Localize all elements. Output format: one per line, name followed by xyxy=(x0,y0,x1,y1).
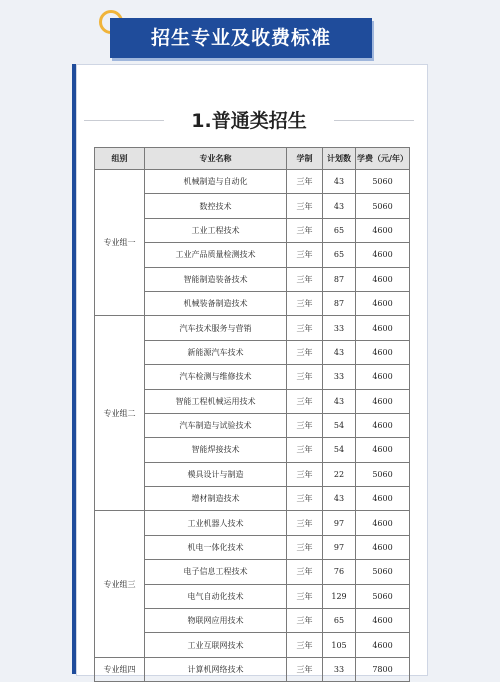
title-banner xyxy=(110,18,372,58)
major-cell: 汽车检测与维修技术 xyxy=(145,365,287,389)
fee-cell: 5060 xyxy=(356,462,410,486)
duration-cell: 三年 xyxy=(287,291,323,315)
plan-cell: 65 xyxy=(323,609,356,633)
divider-right xyxy=(334,120,414,121)
duration-cell: 三年 xyxy=(287,438,323,462)
enrollment-table xyxy=(94,147,410,682)
major-cell: 增材制造技术 xyxy=(145,487,287,511)
table-row xyxy=(95,657,410,681)
header-group: 组别 xyxy=(95,148,145,170)
group-name-cell: 专业组二 xyxy=(95,316,145,511)
fee-cell: 4600 xyxy=(356,633,410,657)
plan-cell: 33 xyxy=(323,365,356,389)
plan-cell: 22 xyxy=(323,462,356,486)
major-cell: 新能源汽车技术 xyxy=(145,340,287,364)
plan-cell: 43 xyxy=(323,340,356,364)
fee-cell: 4600 xyxy=(356,511,410,535)
major-cell: 机械制造与自动化 xyxy=(145,170,287,194)
major-cell: 工业机器人技术 xyxy=(145,511,287,535)
major-cell: 智能焊接技术 xyxy=(145,438,287,462)
fee-cell: 7800 xyxy=(356,657,410,681)
table-header-row xyxy=(95,148,410,170)
major-cell: 工业互联网技术 xyxy=(145,633,287,657)
duration-cell: 三年 xyxy=(287,340,323,364)
plan-cell: 54 xyxy=(323,438,356,462)
plan-cell: 97 xyxy=(323,535,356,559)
header-duration: 学制 xyxy=(287,148,323,170)
plan-cell: 65 xyxy=(323,243,356,267)
table-row xyxy=(95,316,410,340)
plan-cell: 105 xyxy=(323,633,356,657)
group-name-cell: 专业组三 xyxy=(95,511,145,657)
table-body xyxy=(95,170,410,682)
plan-cell: 54 xyxy=(323,413,356,437)
fee-cell: 5060 xyxy=(356,560,410,584)
duration-cell: 三年 xyxy=(287,365,323,389)
group-name-cell: 专业组一 xyxy=(95,170,145,316)
duration-cell: 三年 xyxy=(287,633,323,657)
major-cell: 工业工程技术 xyxy=(145,218,287,242)
fee-cell: 5060 xyxy=(356,584,410,608)
fee-cell: 5060 xyxy=(356,170,410,194)
duration-cell: 三年 xyxy=(287,609,323,633)
duration-cell: 三年 xyxy=(287,389,323,413)
fee-cell: 4600 xyxy=(356,340,410,364)
table-row xyxy=(95,170,410,194)
duration-cell: 三年 xyxy=(287,316,323,340)
fee-cell: 4600 xyxy=(356,243,410,267)
duration-cell: 三年 xyxy=(287,413,323,437)
major-cell: 工业产品质量检测技术 xyxy=(145,243,287,267)
plan-cell: 33 xyxy=(323,657,356,681)
fee-cell: 4600 xyxy=(356,413,410,437)
duration-cell: 三年 xyxy=(287,218,323,242)
plan-cell: 43 xyxy=(323,389,356,413)
duration-cell: 三年 xyxy=(287,657,323,681)
major-cell: 智能工程机械运用技术 xyxy=(145,389,287,413)
fee-cell: 4600 xyxy=(356,389,410,413)
duration-cell: 三年 xyxy=(287,194,323,218)
plan-cell: 76 xyxy=(323,560,356,584)
duration-cell: 三年 xyxy=(287,584,323,608)
plan-cell: 87 xyxy=(323,291,356,315)
duration-cell: 三年 xyxy=(287,511,323,535)
major-cell: 模具设计与制造 xyxy=(145,462,287,486)
group-name-cell: 专业组四 xyxy=(95,657,145,681)
major-cell: 机电一体化技术 xyxy=(145,535,287,559)
duration-cell: 三年 xyxy=(287,487,323,511)
major-cell: 汽车技术服务与营销 xyxy=(145,316,287,340)
major-cell: 机械装备制造技术 xyxy=(145,291,287,315)
major-cell: 电子信息工程技术 xyxy=(145,560,287,584)
fee-cell: 4600 xyxy=(356,535,410,559)
major-cell: 物联网应用技术 xyxy=(145,609,287,633)
plan-cell: 43 xyxy=(323,194,356,218)
major-cell: 计算机网络技术 xyxy=(145,657,287,681)
plan-cell: 43 xyxy=(323,487,356,511)
plan-cell: 43 xyxy=(323,170,356,194)
fee-cell: 4600 xyxy=(356,609,410,633)
fee-cell: 4600 xyxy=(356,438,410,462)
duration-cell: 三年 xyxy=(287,462,323,486)
header-fee: 学费（元/年） xyxy=(356,148,410,170)
plan-cell: 97 xyxy=(323,511,356,535)
major-cell: 智能制造装备技术 xyxy=(145,267,287,291)
fee-cell: 4600 xyxy=(356,316,410,340)
table-row xyxy=(95,511,410,535)
fee-cell: 4600 xyxy=(356,365,410,389)
duration-cell: 三年 xyxy=(287,267,323,291)
duration-cell: 三年 xyxy=(287,170,323,194)
duration-cell: 三年 xyxy=(287,535,323,559)
section-title: 1.普通类招生 xyxy=(191,110,307,132)
plan-cell: 129 xyxy=(323,584,356,608)
plan-cell: 65 xyxy=(323,218,356,242)
major-cell: 电气自动化技术 xyxy=(145,584,287,608)
header-plan: 计划数 xyxy=(323,148,356,170)
fee-cell: 4600 xyxy=(356,218,410,242)
banner-title: 招生专业及收费标准 xyxy=(150,27,331,49)
major-cell: 数控技术 xyxy=(145,194,287,218)
duration-cell: 三年 xyxy=(287,560,323,584)
header-major: 专业名称 xyxy=(145,148,287,170)
plan-cell: 87 xyxy=(323,267,356,291)
fee-cell: 4600 xyxy=(356,291,410,315)
fee-cell: 4600 xyxy=(356,487,410,511)
major-cell: 汽车制造与试验技术 xyxy=(145,413,287,437)
fee-cell: 4600 xyxy=(356,267,410,291)
fee-cell: 5060 xyxy=(356,194,410,218)
duration-cell: 三年 xyxy=(287,243,323,267)
section-heading xyxy=(84,104,414,138)
plan-cell: 33 xyxy=(323,316,356,340)
